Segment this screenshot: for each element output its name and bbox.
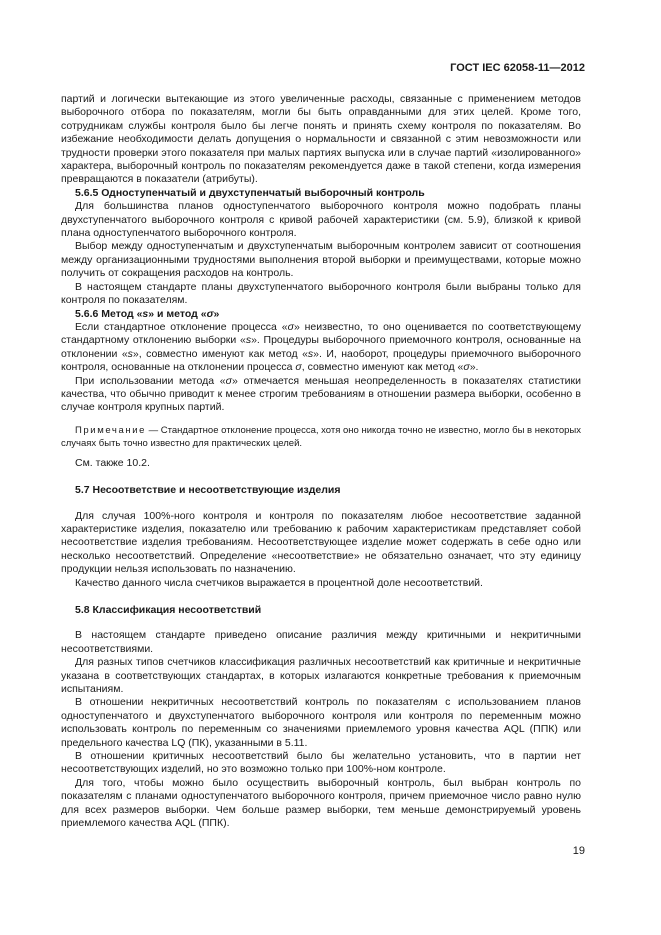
- standard-code-header: ГОСТ IEC 62058-11—2012: [450, 62, 585, 74]
- section-5-7-title: 5.7 Несоответствие и несоответствующие изделия: [75, 484, 341, 497]
- section-5-8-paragraph-2: Для разных типов счетчиков классификация различных несоответствий как критичные и некритичные указана в соответствующих стандартах, в которых излагаются конкретные требования к приемочным испытаниям.: [61, 656, 581, 696]
- section-5-6-6-paragraph-2: При использовании метода «σ» отмечается меньшая неопределенность в показателях статистики качества, что обычно приводит к менее строгим требованиям в отношении размера выборки, особенно в случае контроля крупных партий.: [61, 374, 581, 414]
- section-5-8-paragraph-4: В отношении критичных несоответствий было бы желательно установить, что в партии нет несоответствующих изделий, но это возможно только при 100%-ном контроле.: [61, 750, 581, 776]
- note-paragraph: Примечание — Стандартное отклонение процесса, хотя оно никогда точно не известно, могло бы в некоторых случаях быть точно известно для практических целей.: [61, 424, 581, 449]
- section-5-6-5-paragraph-1: Для большинства планов одноступенчатого выборочного контроля можно подобрать планы двухступенчатого выборочного контроля с кривой рабочей характеристики (см. 5.9), близкой к кривой плана одноступенчатого выборочного контроля.: [61, 200, 581, 240]
- section-5-8-paragraph-5: Для того, чтобы можно было осуществить выборочный контроль, был выбран контроль по показателям с планами одноступенчатого выборочного контроля, причем приемочное число равно нулю для всех размеров выборки. Чем больше размер выборки, тем меньше демонстрируемый уровень приемлемого качества AQL (ППК).: [61, 776, 581, 830]
- section-5-7-paragraph-1: Для случая 100%-ного контроля и контроля по показателям любое несоответствие заданной характеристике изделия, показателю или требованию к рабочим характеристикам представляет собой несоответствие изделия требованиям. Несоответствующее изделие может содержать в себе одно или несколько несоответствий. Определение «несоответствие» не обязательно означает, что эту единицу продукции нельзя использовать по назначению.: [61, 509, 581, 576]
- see-also-reference: См. также 10.2.: [75, 456, 150, 469]
- section-5-8-title: 5.8 Классификация несоответствий: [75, 604, 262, 616]
- section-5-6-6-paragraph-1: Если стандартное отклонение процесса «σ» неизвестно, то оно оценивается по соответствующему стандартному отклонению выборки «s». Процедуры выборочного приемочного контроля, основанные на отклонении «s», совместно именуют как метод «s». И, наоборот, процедуры приемочного выборочного контроля, основанные на отклонении процесса σ, совместно именуют как метод «σ».: [61, 320, 582, 374]
- document-body: [61, 93, 581, 831]
- note-label: Примечание: [75, 424, 146, 436]
- section-5-8-paragraph-1: В настоящем стандарте приведено описание различия между критичными и некритичными несоответствиями.: [61, 629, 581, 655]
- section-5-7-paragraph-2: Качество данного числа счетчиков выражается в процентной доле несоответствий.: [75, 576, 483, 589]
- section-5-6-6-title: 5.6.6 Метод «s» и метод «σ»: [75, 307, 220, 320]
- section-5-6-5-paragraph-3: В настоящем стандарте планы двухступенчатого выборочного контроля были выбраны только для контроля по показателям.: [61, 280, 581, 307]
- page-number: 19: [572, 845, 585, 857]
- section-5-6-5-title: 5.6.5 Одноступенчатый и двухступенчатый выборочный контроль: [75, 186, 425, 199]
- intro-paragraph: партий и логически вытекающие из этого увеличенные расходы, связанные с применением методов выборочного отбора по показателям, могли бы быть оправданными для этих целей. Кроме того, сотрудникам службы контроля было бы легче понять и принять схему контроля по показателям. Во избежание необходимости делать допущения о нормальности и связанной с этим невозможности или трудности проверки этого показателя при малых партиях выпуска или в случае партий «изолированного» характера, выборочный контроль по показателям рекомендуется даже в такой степени, когда измерения превращаются в показатели (атрибуты).: [61, 93, 581, 186]
- section-5-8-paragraph-3: В отношении некритичных несоответствий контроль по показателям с использованием планов одноступенчатого и двухступенчатого выборочного контроля или контроля по переменным можно использовать контроль по переменным со значениями приемлемого уровня качества AQL (ППК) или предельного качества LQ (ПК), указанными в 5.11.: [61, 696, 581, 749]
- section-5-6-5-paragraph-2: Выбор между одноступенчатым и двухступенчатым выборочным контролем зависит от соотношения между организационными трудностями выполнения второй выборки и преимуществами, которые можно получить от сокращения расходов на контроль.: [61, 240, 581, 280]
